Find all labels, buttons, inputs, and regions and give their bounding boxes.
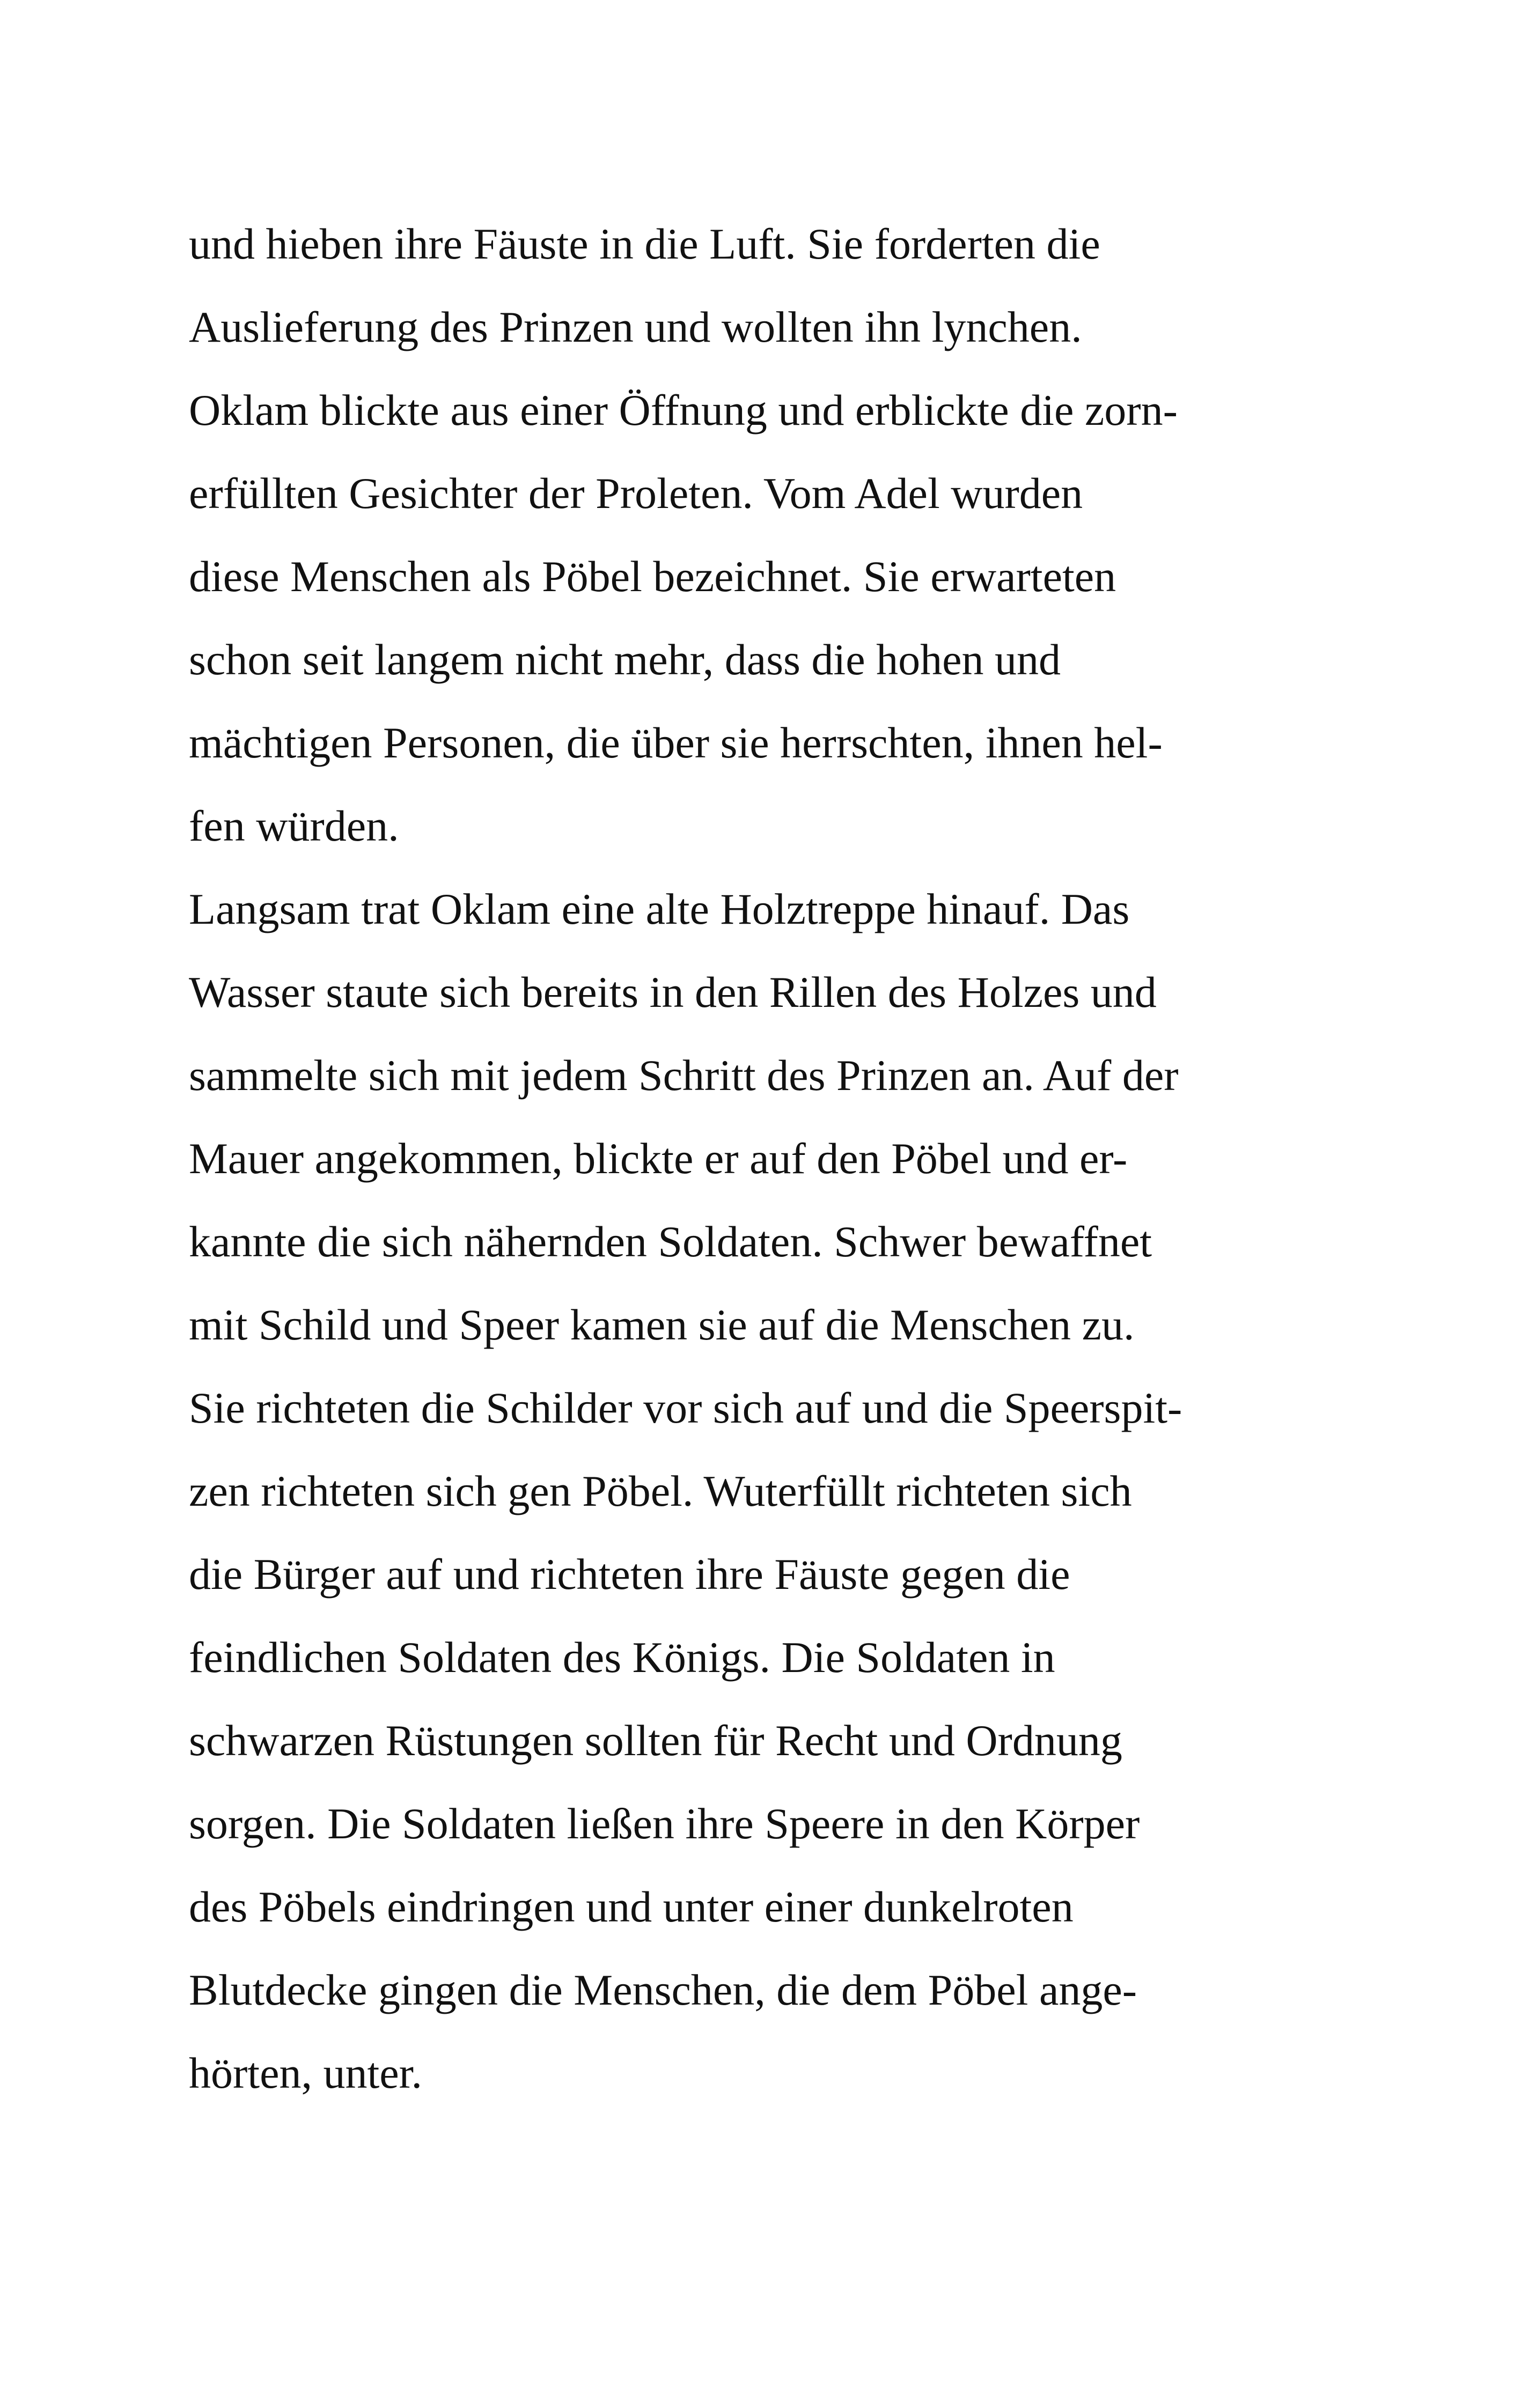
text-line: Langsam trat Oklam eine alte Holztreppe hinauf. Das [189, 885, 1130, 933]
text-line: sammelte sich mit jedem Schritt des Prinzen an. Auf der [189, 1051, 1179, 1100]
text-line: fen würden. [189, 801, 399, 850]
text-line: des Pöbels eindringen und unter einer dunkelroten [189, 1882, 1074, 1931]
text-line: kannte die sich nähernden Soldaten. Schwer bewaffnet [189, 1217, 1152, 1266]
body-text [189, 215, 1316, 2127]
text-line: die Bürger auf und richteten ihre Fäuste gegen die [189, 1550, 1070, 1599]
text-line: Auslieferung des Prinzen und wollten ihn lynchen. [189, 303, 1082, 351]
text-line: diese Menschen als Pöbel bezeichnet. Sie erwarteten [189, 552, 1116, 601]
text-line: Oklam blickte aus einer Öffnung und erblickte die zorn- [189, 386, 1178, 435]
text-line: feindlichen Soldaten des Königs. Die Soldaten in [189, 1633, 1055, 1682]
text-line: schon seit langem nicht mehr, dass die hohen und [189, 635, 1061, 684]
text-line: mächtigen Personen, die über sie herrschten, ihnen hel- [189, 718, 1163, 767]
text-line: und hieben ihre Fäuste in die Luft. Sie forderten die [189, 219, 1100, 268]
text-line: zen richteten sich gen Pöbel. Wuterfüllt richteten sich [189, 1467, 1132, 1515]
text-line: sorgen. Die Soldaten ließen ihre Speere in den Körper [189, 1799, 1140, 1848]
text-line: Wasser staute sich bereits in den Rillen des Holzes und [189, 968, 1157, 1017]
text-line: Blutdecke gingen die Menschen, die dem Pöbel ange- [189, 1965, 1137, 2014]
text-line: schwarzen Rüstungen sollten für Recht und Ordnung [189, 1716, 1122, 1765]
text-line: Mauer angekommen, blickte er auf den Pöbel und er- [189, 1134, 1128, 1183]
text-line: erfüllten Gesichter der Proleten. Vom Adel wurden [189, 469, 1083, 518]
text-line: mit Schild und Speer kamen sie auf die Menschen zu. [189, 1300, 1135, 1349]
text-line: hörten, unter. [189, 2049, 422, 2097]
text-line: Sie richteten die Schilder vor sich auf und die Speerspit- [189, 1383, 1182, 1432]
